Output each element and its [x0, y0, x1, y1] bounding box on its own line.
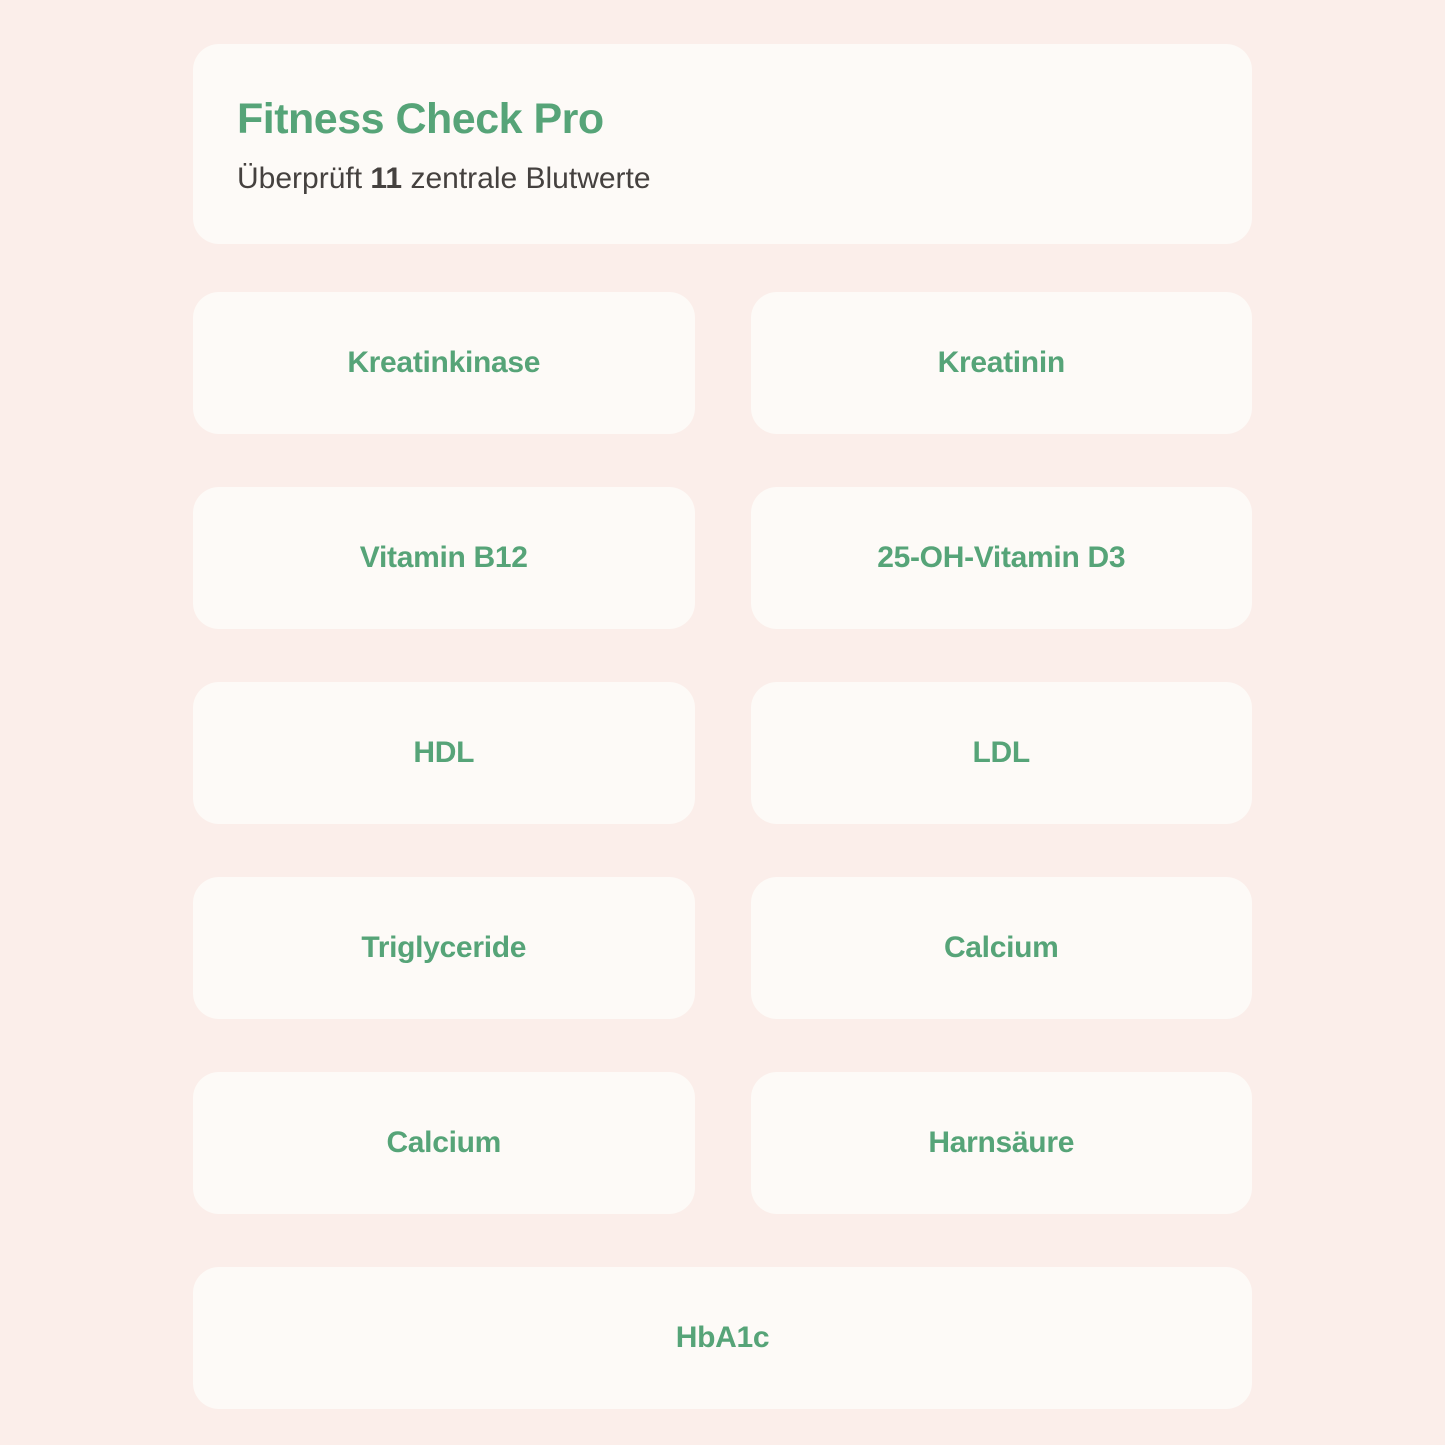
marker-chip: [193, 877, 695, 1019]
marker-label: Calcium: [943, 931, 1059, 964]
marker-label: Triglyceride: [361, 931, 527, 964]
marker-label: HbA1c: [675, 1321, 770, 1354]
subtitle-prefix: Überprüft: [237, 162, 371, 196]
marker-chip: [193, 1072, 695, 1214]
marker-chip: [193, 1267, 1252, 1409]
marker-chip: [751, 487, 1253, 629]
marker-chip: [193, 487, 695, 629]
marker-label: LDL: [972, 736, 1030, 769]
marker-chip: [751, 682, 1253, 824]
marker-label: Calcium: [386, 1126, 502, 1159]
marker-label: HDL: [413, 736, 475, 769]
marker-grid: [193, 292, 1252, 1409]
page-subtitle: [237, 161, 1208, 197]
marker-chip: [751, 292, 1253, 434]
subtitle-count: 11: [370, 162, 403, 196]
marker-label: Vitamin B12: [359, 541, 528, 574]
marker-chip: [193, 292, 695, 434]
marker-chip: [751, 1072, 1253, 1214]
header-card: [193, 44, 1252, 244]
marker-label: Kreatinkinase: [347, 346, 541, 379]
marker-chip: [751, 877, 1253, 1019]
subtitle-suffix: zentrale Blutwerte: [402, 162, 651, 196]
page-title: Fitness Check Pro: [237, 95, 604, 143]
marker-label: Kreatinin: [937, 346, 1065, 379]
marker-chip: [193, 682, 695, 824]
marker-label: Harnsäure: [928, 1126, 1075, 1159]
marker-label: 25-OH-Vitamin D3: [877, 541, 1126, 574]
